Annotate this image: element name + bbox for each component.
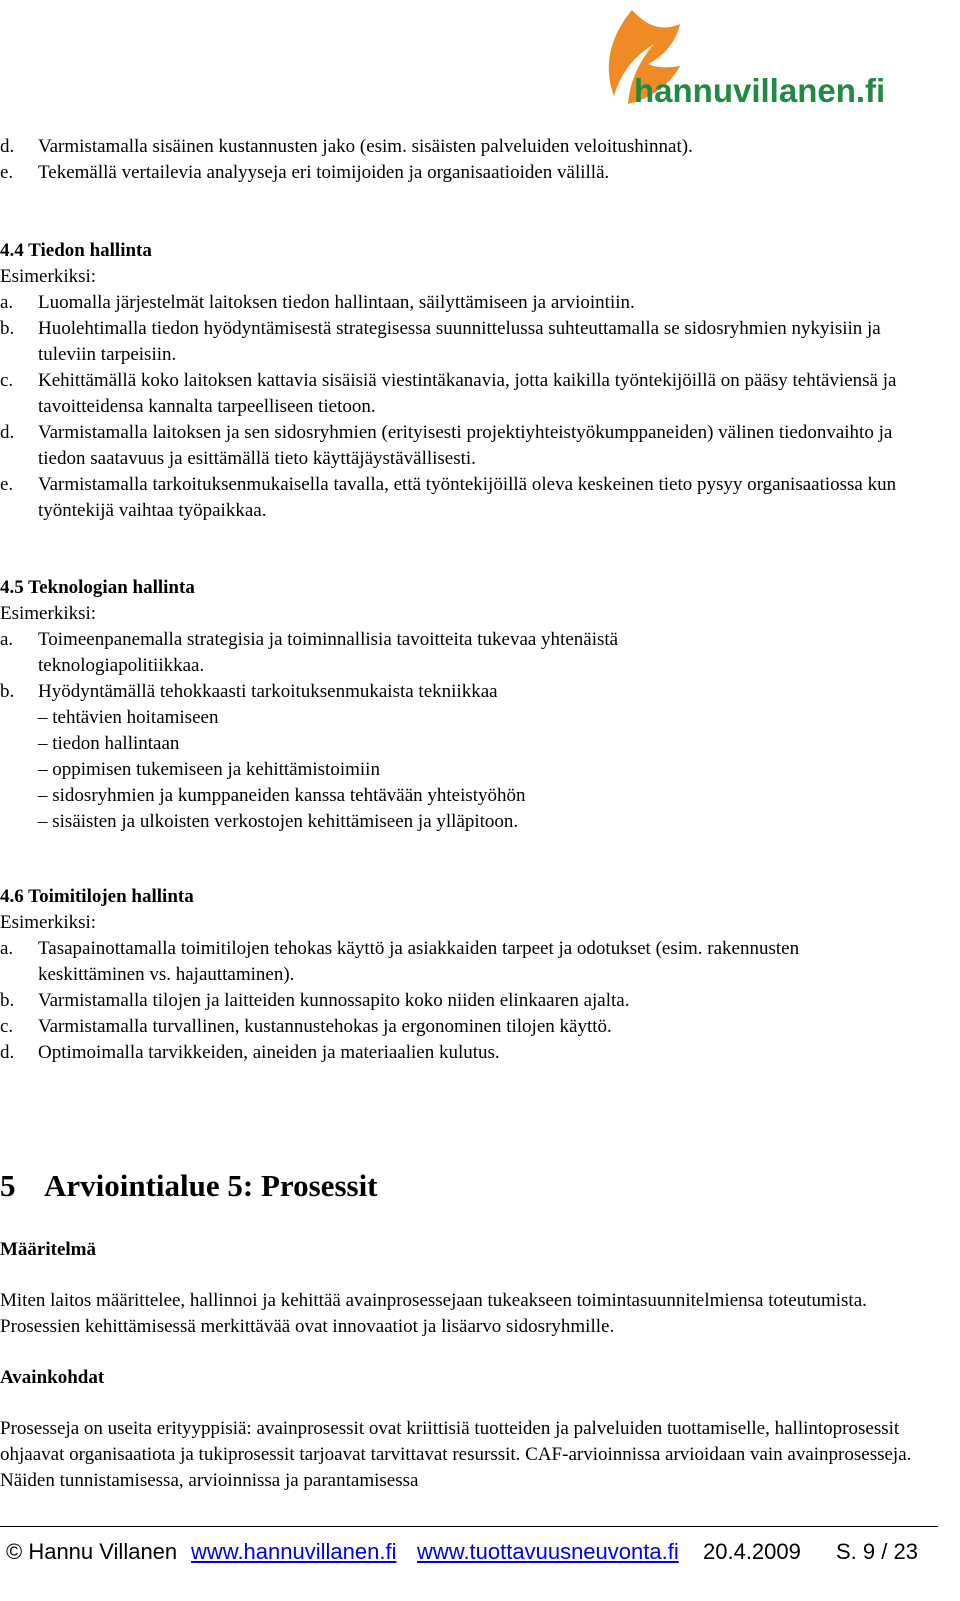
footer	[0, 1535, 940, 1571]
section-heading: 4.5 Teknologian hallinta	[0, 577, 195, 598]
footer-author: © Hannu Villanen	[6, 1539, 178, 1564]
dash-item: – tehtävien hoitamiseen	[38, 707, 219, 728]
dash-item: – sidosryhmien ja kumppaneiden kanssa tehtävään yhteistyöhön	[38, 785, 526, 806]
examples-label: Esimerkiksi:	[0, 912, 97, 933]
logo-text: hannuvillanen.fi	[634, 72, 886, 109]
footer-link-hannuvillanen[interactable]: www.hannuvillanen.fi	[191, 1539, 397, 1564]
dash-item: – oppimisen tukemiseen ja kehittämistoimiin	[38, 759, 380, 780]
examples-label: Esimerkiksi:	[0, 603, 97, 624]
chapter-number: 5	[0, 1168, 16, 1203]
footer-page-number: S. 9 / 23	[836, 1539, 918, 1564]
footer-link-tuottavuusneuvonta[interactable]: www.tuottavuusneuvonta.fi	[417, 1539, 679, 1564]
definition-heading: Määritelmä	[0, 1239, 97, 1260]
section-heading: 4.6 Toimitilojen hallinta	[0, 886, 194, 907]
chapter-heading	[0, 1168, 378, 1204]
footer-date: 20.4.2009	[703, 1539, 801, 1564]
key-points-text: Prosesseja on useita erityyppisiä: avainprosessit ovat kriittisiä tuotteiden ja palveluiden tuottamiselle, hallintoprosessit ohjaavat organisaatiota ja tukiprosessit tarjoavat tarvittavat resurssit. CAF-arvioinnissa arvioidaan vain avainprosesseja. Näiden tunnistamisessa, arvioinnissa ja parantamisessa	[0, 1418, 912, 1491]
key-points-heading: Avainkohdat	[0, 1367, 105, 1388]
chapter-title: Arviointialue 5: Prosessit	[44, 1168, 378, 1203]
section-heading: 4.4 Tiedon hallinta	[0, 240, 152, 261]
footer-rule	[0, 1526, 938, 1527]
dash-item: – sisäisten ja ulkoisten verkostojen kehittämiseen ja ylläpitoon.	[38, 811, 519, 832]
examples-label: Esimerkiksi:	[0, 266, 97, 287]
definition-text: Miten laitos määrittelee, hallinnoi ja kehittää avainprosessejaan tukeakseen toimintasuunnitelmiensa toteutumista. Prosessien kehittämisessä merkittävää ovat innovaatiot ja lisäarvo sidosryhmille.	[0, 1290, 867, 1337]
dash-item: – tiedon hallintaan	[38, 733, 180, 754]
logo	[584, 4, 924, 122]
